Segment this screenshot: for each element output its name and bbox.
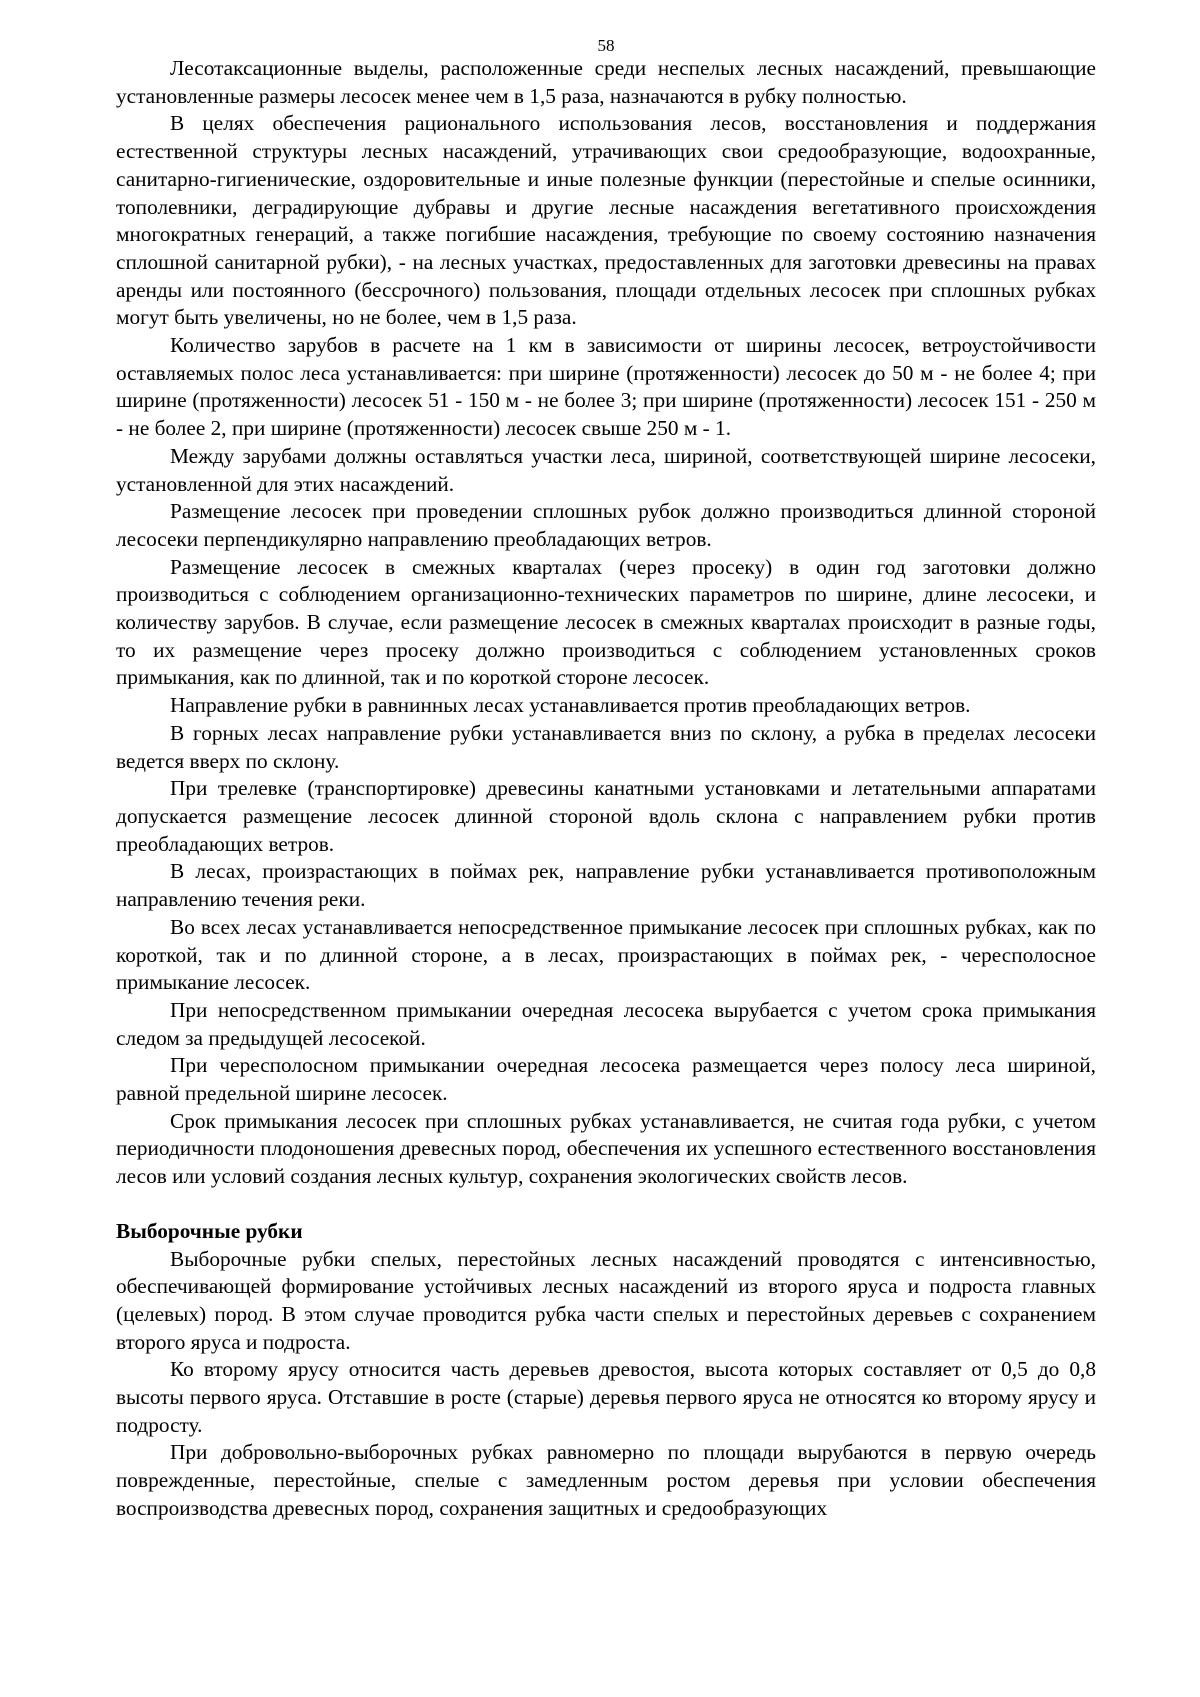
paragraph-3: Количество зарубов в расчете на 1 км в зависимости от ширины лесосек, ветроустойчивости оставляемых полос леса устанавливается: при ширине (протяженности) лесосек до 50 м - не более 4; при ширине (протяженности) лесосек 51 - 150 м - не более 3; при ширине (протяженности) лесосек 151 - 250 м - не более 2, при ширине (протяженности) лесосек свыше 250 м - 1. — [116, 333, 1096, 441]
paragraph-14: Срок примыкания лесосек при сплошных рубках устанавливается, не считая года рубки, с учетом периодичности плодоношения древесных пород, обеспечения их успешного естественного восстановления лесов или условий создания лесных культур, сохранения экологических свойств лесов. — [116, 1108, 1096, 1189]
paragraph-16: Ко второму ярусу относится часть деревьев древостоя, высота которых составляет от 0,5 до 0,8 высоты первого яруса. Отставшие в росте (старые) деревья первого яруса не относятся ко второму ярусу и подросту. — [116, 1357, 1096, 1437]
paragraph-10: В лесах, произрастающих в поймах рек, направление рубки устанавливается противоположным направлению течения реки. — [116, 859, 1096, 912]
page-number: 58 — [597, 36, 615, 55]
section-heading: Выборочные рубки — [116, 1218, 303, 1243]
document-page — [116, 36, 1096, 1523]
paragraph-6: Размещение лесосек в смежных кварталах (через просеку) в один год заготовки должно производиться с соблюдением организационно-технических параметров по ширине, длине лесосеки, и количеству зарубов. В случае, если размещение лесосек в смежных кварталах происходит в разные годы, то их размещение через просеку должно производиться с соблюдением установленных сроков примыкания, как по длинной, так и по короткой стороне лесосек. — [116, 554, 1096, 690]
paragraph-5: Размещение лесосек при проведении сплошных рубок должно производиться длинной стороной лесосеки перпендикулярно направлению преобладающих ветров. — [116, 499, 1096, 551]
paragraph-13: При чересполосном примыкании очередная лесосека размещается через полосу леса шириной, равной предельной ширине лесосек. — [116, 1053, 1096, 1106]
paragraph-2: В целях обеспечения рационального использования лесов, восстановления и поддержания естественной структуры лесных насаждений, утрачивающих свои средообразующие, водоохранные, санитарно-гигиенические, оздоровительные и иные полезные функции (перестойные и спелые осинники, тополевники, деградирующие дубравы и другие лесные насаждения вегетативного происхождения многократных генераций, а также погибшие насаждения, требующие по своему состоянию назначения сплошной санитарной рубки), - на лесных участках, предоставленных для заготовки древесины на правах аренды или постоянного (бессрочного) пользования, площади отдельных лесосек при сплошных рубках могут быть увеличены, но не более, чем в 1,5 раза. — [116, 111, 1096, 330]
paragraph-17: При добровольно-выборочных рубках равномерно по площади вырубаются в первую очередь поврежденные, перестойные, спелые с замедленным ростом деревья при условии обеспечения воспроизводства древесных пород, сохранения защитных и средообразующих — [116, 1440, 1096, 1520]
paragraph-8: В горных лесах направление рубки устанавливается вниз по склону, а рубка в пределах лесосеки ведется вверх по склону. — [116, 720, 1096, 773]
paragraph-7: Направление рубки в равнинных лесах устанавливается против преобладающих ветров. — [170, 693, 971, 718]
paragraph-11: Во всех лесах устанавливается непосредственное примыкание лесосек при сплошных рубках, как по короткой, так и по длинной стороне, а в лесах, произрастающих в поймах рек, - чересполосное примыкание лесосек. — [116, 914, 1096, 995]
paragraph-4: Между зарубами должны оставляться участки леса, шириной, соответствующей ширине лесосеки, установленной для этих насаждений. — [116, 443, 1096, 496]
paragraph-9: При трелевке (транспортировке) древесины канатными установками и летательными аппаратами допускается размещение лесосек длинной стороной вдоль склона с направлением рубки против преобладающих ветров. — [116, 776, 1096, 856]
paragraph-1: Лесотаксационные выделы, расположенные среди неспелых лесных насаждений, превышающие установленные размеры лесосек менее чем в 1,5 раза, назначаются в рубку полностью. — [116, 56, 1096, 108]
paragraph-12: При непосредственном примыкании очередная лесосека вырубается с учетом срока примыкания следом за предыдущей лесосекой. — [116, 997, 1096, 1050]
paragraph-15: Выборочные рубки спелых, перестойных лесных насаждений проводятся с интенсивностью, обеспечивающей формирование устойчивых лесных насаждений из второго яруса и подроста главных (целевых) пород. В этом случае проводится рубка части спелых и перестойных деревьев с сохранением второго яруса и подроста. — [116, 1246, 1096, 1354]
